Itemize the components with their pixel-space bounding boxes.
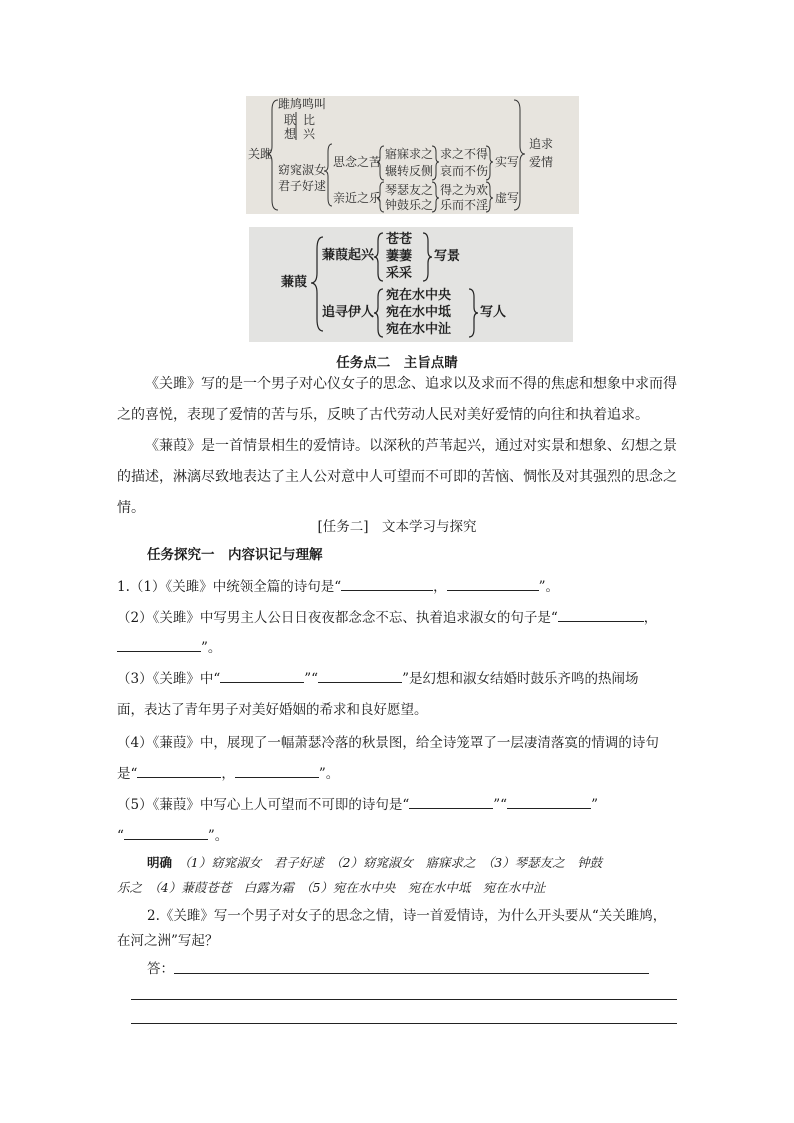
answer-line[interactable]	[131, 999, 677, 1000]
question-1-1	[117, 575, 559, 598]
task-point-heading: 任务点二 主旨点睛	[336, 355, 458, 371]
diagram2-node: 蒹葭起兴	[322, 248, 375, 263]
question-2-cont: 在河之洲”写起？	[117, 933, 219, 949]
diagram2-node: 苍苍	[386, 232, 413, 247]
diagram2-node: 追寻伊人	[322, 305, 375, 320]
diagram1-node: 窈窕淑女	[278, 163, 327, 177]
diagram2-node: 写景	[434, 249, 461, 264]
question-2: 2.《关雎》写一个男子对女子的思念之情，诗一首爱情诗，为什么开头要从“关关雎鸠，	[147, 908, 667, 924]
diagram2-node: 宛在水中沚	[386, 322, 452, 337]
diagram1-node: 得之为欢	[440, 183, 489, 197]
question-1-3	[117, 667, 638, 690]
question-text: （2）《关雎》中写男主人公日日夜夜都念念不忘、执着追求淑女的句子是“	[117, 610, 558, 626]
answer-line[interactable]	[174, 973, 649, 974]
diagram1-node: 兴	[303, 127, 316, 141]
diagram1-title: 关雎	[248, 147, 273, 161]
question-text: ”。	[207, 828, 229, 844]
diagram2-node: 采采	[386, 266, 413, 281]
answer-key-text: （1）窈窕淑女 君子好逑 （2）窈窕淑女 寤寐求之 （3）琴瑟友之 钟鼓	[184, 855, 603, 870]
question-text: ，	[643, 610, 658, 626]
question-1-5	[117, 793, 598, 816]
question-text: 1.（1）《关雎》中统领全篇的诗句是“	[117, 579, 342, 595]
diagram1-node: 君子好逑	[278, 179, 327, 193]
diagram1-node: 比	[303, 113, 316, 127]
diagram2-node: 萋萋	[386, 249, 413, 264]
diagram1-node: 哀而不伤	[440, 164, 489, 178]
text-line: 《蒹葭》是一首情景相生的爱情诗。以深秋的芦苇起兴，通过对实景和想象、幻想之景	[145, 438, 677, 454]
question-text: （5）《蒹葭》中写心上人可望而不可即的诗句是“	[117, 797, 410, 813]
answer-label: 答：	[147, 961, 174, 977]
question-text: ，	[221, 766, 235, 782]
question-1-3-cont: 面，表达了青年男子对美好婚姻的希求和良好愿望。	[117, 702, 428, 718]
question-text: ”是幻想和淑女结婚时鼓乐齐鸣的热闹场	[402, 671, 639, 687]
diagram1-node: 虚写	[495, 191, 520, 205]
question-text: 是“	[117, 766, 138, 782]
question-text: ”“	[304, 671, 319, 687]
answer-key-line-2: 乐之 （4）蒹葭苍苍 白露为霜 （5）宛在水中央 宛在水中坻 宛在水中沚	[117, 880, 546, 895]
question-text: “	[117, 828, 124, 844]
answer-blank[interactable]	[447, 575, 539, 591]
diagram1-node: 实写	[495, 155, 520, 169]
summary-paragraph-2	[117, 431, 683, 524]
question-1-4: （4）《蒹葭》中，展现了一幅萧瑟冷落的秋景图，给全诗笼罩了一层凄清落寞的情调的诗句	[117, 735, 659, 751]
question-text: ”。	[201, 640, 222, 656]
diagram2-node: 写人	[480, 305, 507, 320]
diagram2-node: 宛在水中坻	[386, 305, 452, 320]
diagram1-node: 思念之苦	[333, 155, 382, 169]
text-line: 《关雎》写的是一个男子对心仪女子的思念、追求以及求而不得的焦虑和想象中求而得	[145, 376, 677, 392]
answer-blank[interactable]	[235, 762, 319, 778]
question-text: （3）《关雎》中“	[117, 671, 221, 687]
answer-blank[interactable]	[318, 667, 402, 683]
answer-blank[interactable]	[507, 793, 591, 809]
text-line: 之的喜悦，表现了爱情的苦与乐，反映了古代劳动人民对美好爱情的向往和执着追求。	[117, 407, 649, 423]
answer-key-line-1	[147, 853, 602, 871]
subsection-heading: 任务探究一 内容识记与理解	[147, 547, 323, 563]
diagram1-node: 爱情	[529, 155, 554, 169]
diagram1-node: 亲近之乐	[333, 191, 382, 205]
question-1-2-cont	[117, 636, 221, 659]
answer-blank[interactable]	[117, 636, 201, 652]
answer-key-label: 明确	[147, 855, 173, 870]
question-1-2	[117, 606, 657, 629]
question-text: ”。	[318, 766, 340, 782]
jianjia-structure-diagram	[249, 227, 573, 342]
answer-blank[interactable]	[220, 667, 304, 683]
answer-line[interactable]	[131, 1023, 677, 1024]
question-text: ”。	[538, 579, 560, 595]
answer-blank[interactable]	[409, 793, 493, 809]
diagram1-node: 钟鼓乐之	[385, 198, 434, 212]
text-line: 情。	[117, 500, 145, 516]
diagram1-node: 寤寐求之	[385, 147, 434, 161]
question-1-5-cont	[117, 824, 228, 847]
diagram1-node: 琴瑟友之	[385, 183, 434, 197]
question-text: ”	[591, 797, 598, 813]
section-heading: [任务二] 文本学习与探究	[317, 519, 477, 535]
diagram1-node: 追求	[529, 137, 554, 151]
answer-blank[interactable]	[124, 824, 208, 840]
diagram2-node: 宛在水中央	[386, 288, 452, 303]
guanju-structure-diagram	[246, 96, 579, 214]
question-1-4-cont	[117, 762, 339, 785]
answer-blank[interactable]	[137, 762, 221, 778]
diagram1-node: 乐而不淫	[440, 198, 489, 212]
text-line: 的描述，淋漓尽致地表达了主人公对意中人可望而不可即的苦恼、惆怅及对其强烈的思念之	[117, 469, 677, 485]
diagram2-title: 蒹葭	[281, 275, 308, 290]
answer-blank[interactable]	[341, 575, 433, 591]
question-text: ，	[433, 579, 447, 595]
answer-blank[interactable]	[558, 606, 644, 622]
question-text: ”“	[493, 797, 508, 813]
diagram1-node: 联	[284, 113, 297, 127]
diagram1-node: 雎鸠鸣叫	[278, 97, 327, 111]
diagram1-node: 想	[284, 127, 297, 141]
diagram1-node: 辗转反侧	[385, 164, 434, 178]
summary-paragraph-1	[117, 369, 683, 431]
diagram1-node: 求之不得	[440, 147, 489, 161]
